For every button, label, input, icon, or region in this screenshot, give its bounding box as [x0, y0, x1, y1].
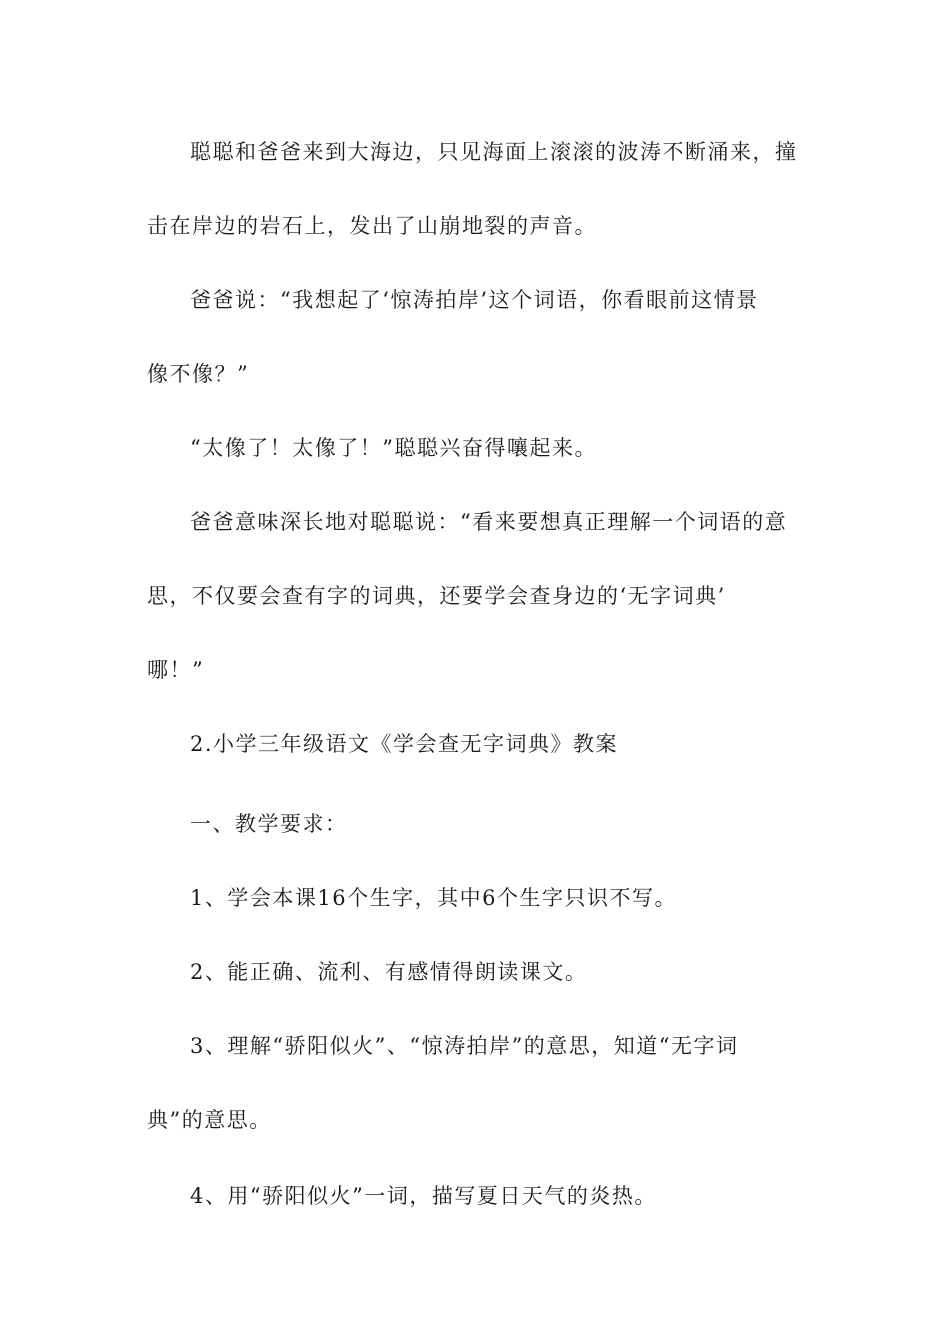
subsection-heading: 一、教学要求：	[190, 812, 348, 836]
list-item: 3、理解“骄阳似火”、“惊涛拍岸”的意思，知道“无字词	[190, 1034, 739, 1058]
paragraph-line: “太像了！太像了！”聪聪兴奋得嚷起来。	[190, 436, 597, 460]
paragraph-line: 击在岸边的岩石上，发出了山崩地裂的声音。	[147, 214, 597, 238]
section-heading: 2.小学三年级语文《学会查无字词典》教案	[190, 732, 619, 756]
list-item: 2、能正确、流利、有感情得朗读课文。	[190, 960, 588, 984]
paragraph-line: 爸爸说：“我想起了‘惊涛拍岸’这个词语，你看眼前这情景	[190, 288, 759, 312]
list-item: 4、用“骄阳似火”一词，描写夏日天气的炎热。	[190, 1184, 657, 1208]
paragraph-line: 聪聪和爸爸来到大海边，只见海面上滚滚的波涛不断涌来，撞	[190, 140, 798, 164]
paragraph-line: 像不像？”	[147, 362, 250, 386]
list-item: 1、学会本课16个生字，其中6个生字只识不写。	[190, 886, 677, 910]
paragraph-line: 哪！”	[147, 658, 205, 682]
paragraph-line: 思，不仅要会查有字的词典，还要学会查身边的‘无字词典’	[147, 584, 726, 608]
paragraph-line: 爸爸意味深长地对聪聪说：“看来要想真正理解一个词语的意	[190, 510, 788, 534]
list-item-continuation: 典”的意思。	[147, 1108, 272, 1132]
